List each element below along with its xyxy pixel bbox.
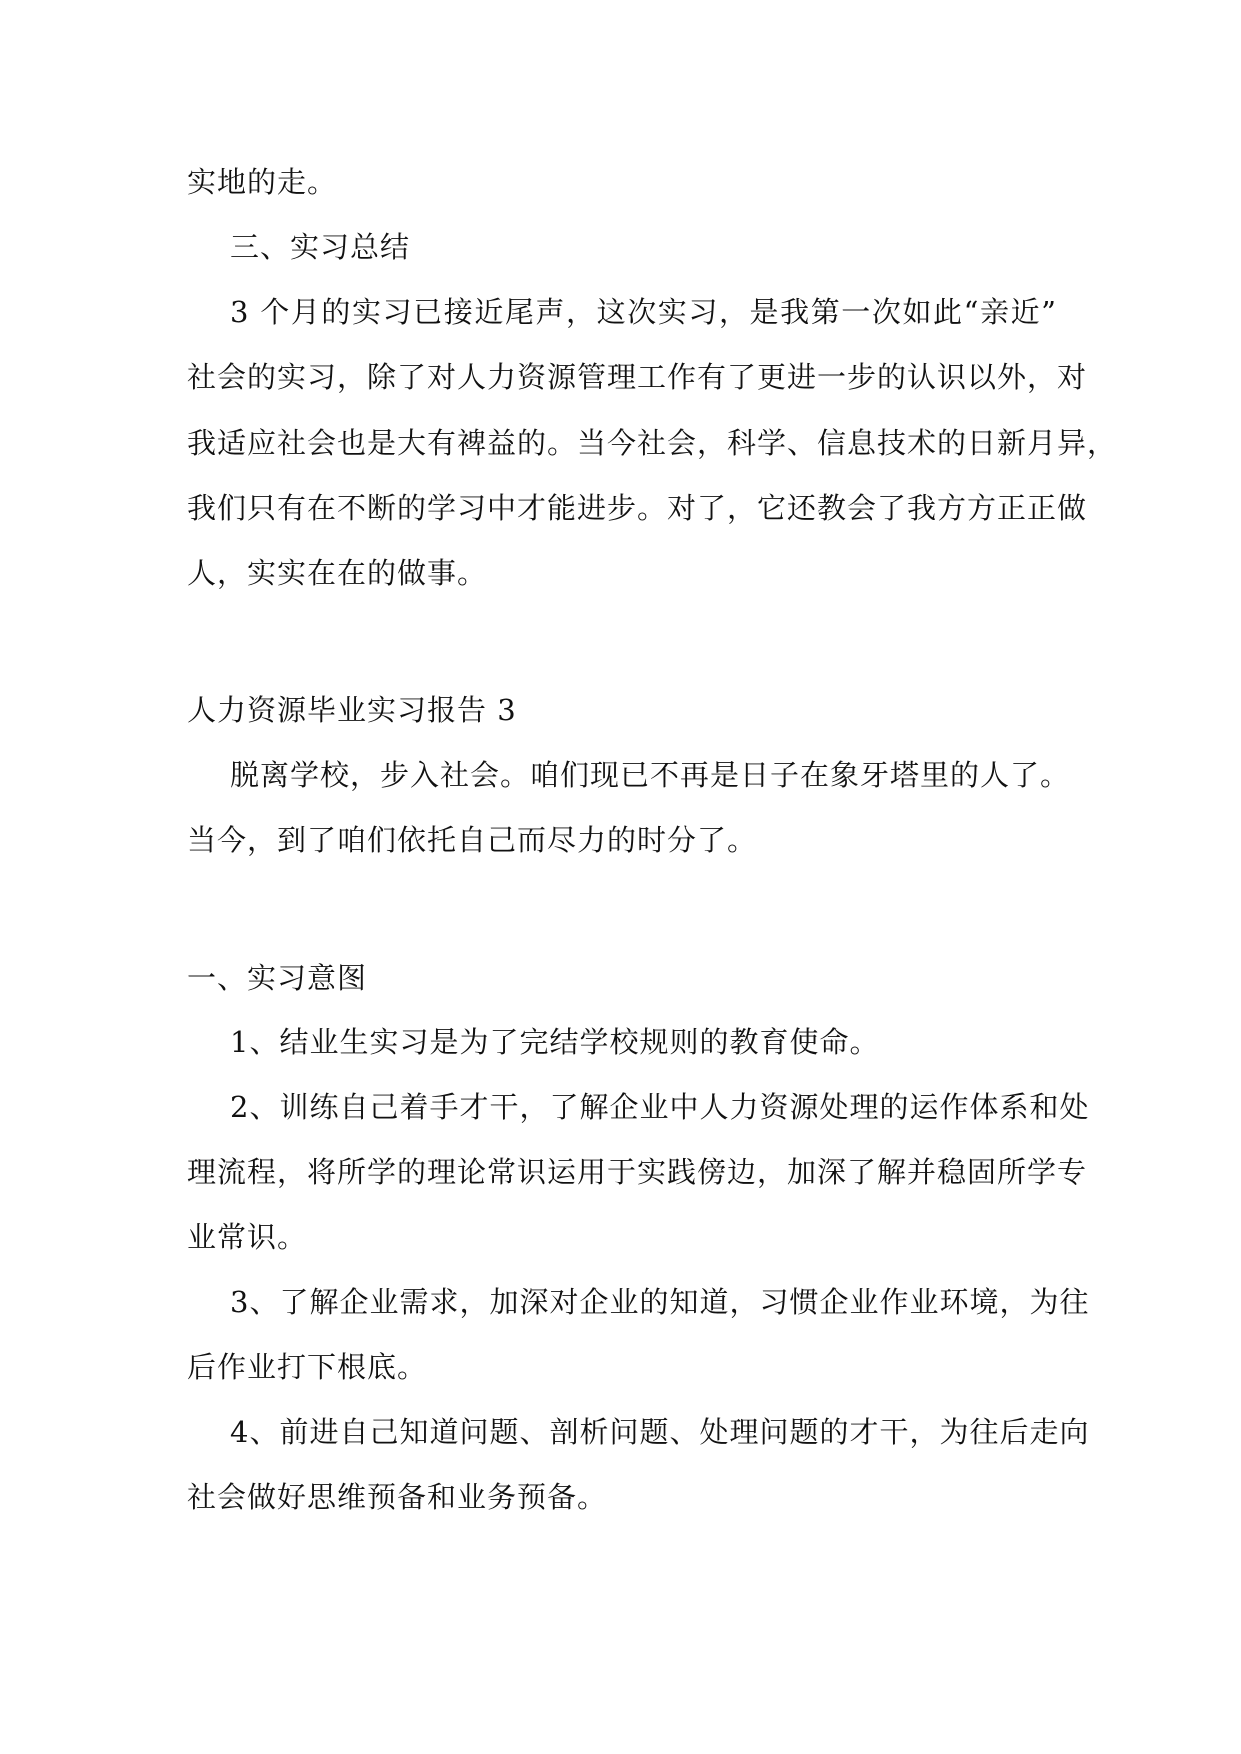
text-line: 后作业打下根底。: [187, 1350, 428, 1384]
text-line: 2、训练自己着手才干，了解企业中人力资源处理的运作体系和处: [230, 1090, 1090, 1124]
text-line: 4、前进自己知道问题、剖析问题、处理问题的才干，为往后走向: [230, 1415, 1090, 1449]
text-line: 人，实实在在的做事。: [187, 556, 488, 590]
text-line: 实地的走。: [187, 165, 338, 199]
text-line: 我适应社会也是大有裨益的。当今社会，科学、信息技术的日新月异，: [187, 426, 1118, 460]
text-line: 社会做好思维预备和业务预备。: [187, 1480, 608, 1514]
text-line: 3 个月的实习已接近尾声，这次实习，是我第一次如此“亲近”: [230, 295, 1057, 329]
text-line: 脱离学校，步入社会。咱们现已不再是日子在象牙塔里的人了。: [230, 758, 1071, 792]
text-line: 3、了解企业需求，加深对企业的知道，习惯企业作业环境，为往: [230, 1285, 1090, 1319]
text-line: 1、结业生实习是为了完结学校规则的教育使命。: [230, 1025, 880, 1059]
text-line: 社会的实习，除了对人力资源管理工作有了更进一步的认识以外，对: [187, 360, 1088, 394]
text-line: 我们只有在不断的学习中才能进步。对了，它还教会了我方方正正做: [187, 491, 1088, 525]
text-line: 业常识。: [187, 1220, 308, 1254]
text-line: 理流程，将所学的理论常识运用于实践傍边，加深了解并稳固所学专: [187, 1155, 1088, 1189]
text-line: 当今，到了咱们依托自己而尽力的时分了。: [187, 823, 758, 857]
report-title: 人力资源毕业实习报告 3: [187, 693, 517, 727]
section-heading: 三、实习总结: [230, 230, 411, 264]
section-heading: 一、实习意图: [187, 961, 368, 995]
